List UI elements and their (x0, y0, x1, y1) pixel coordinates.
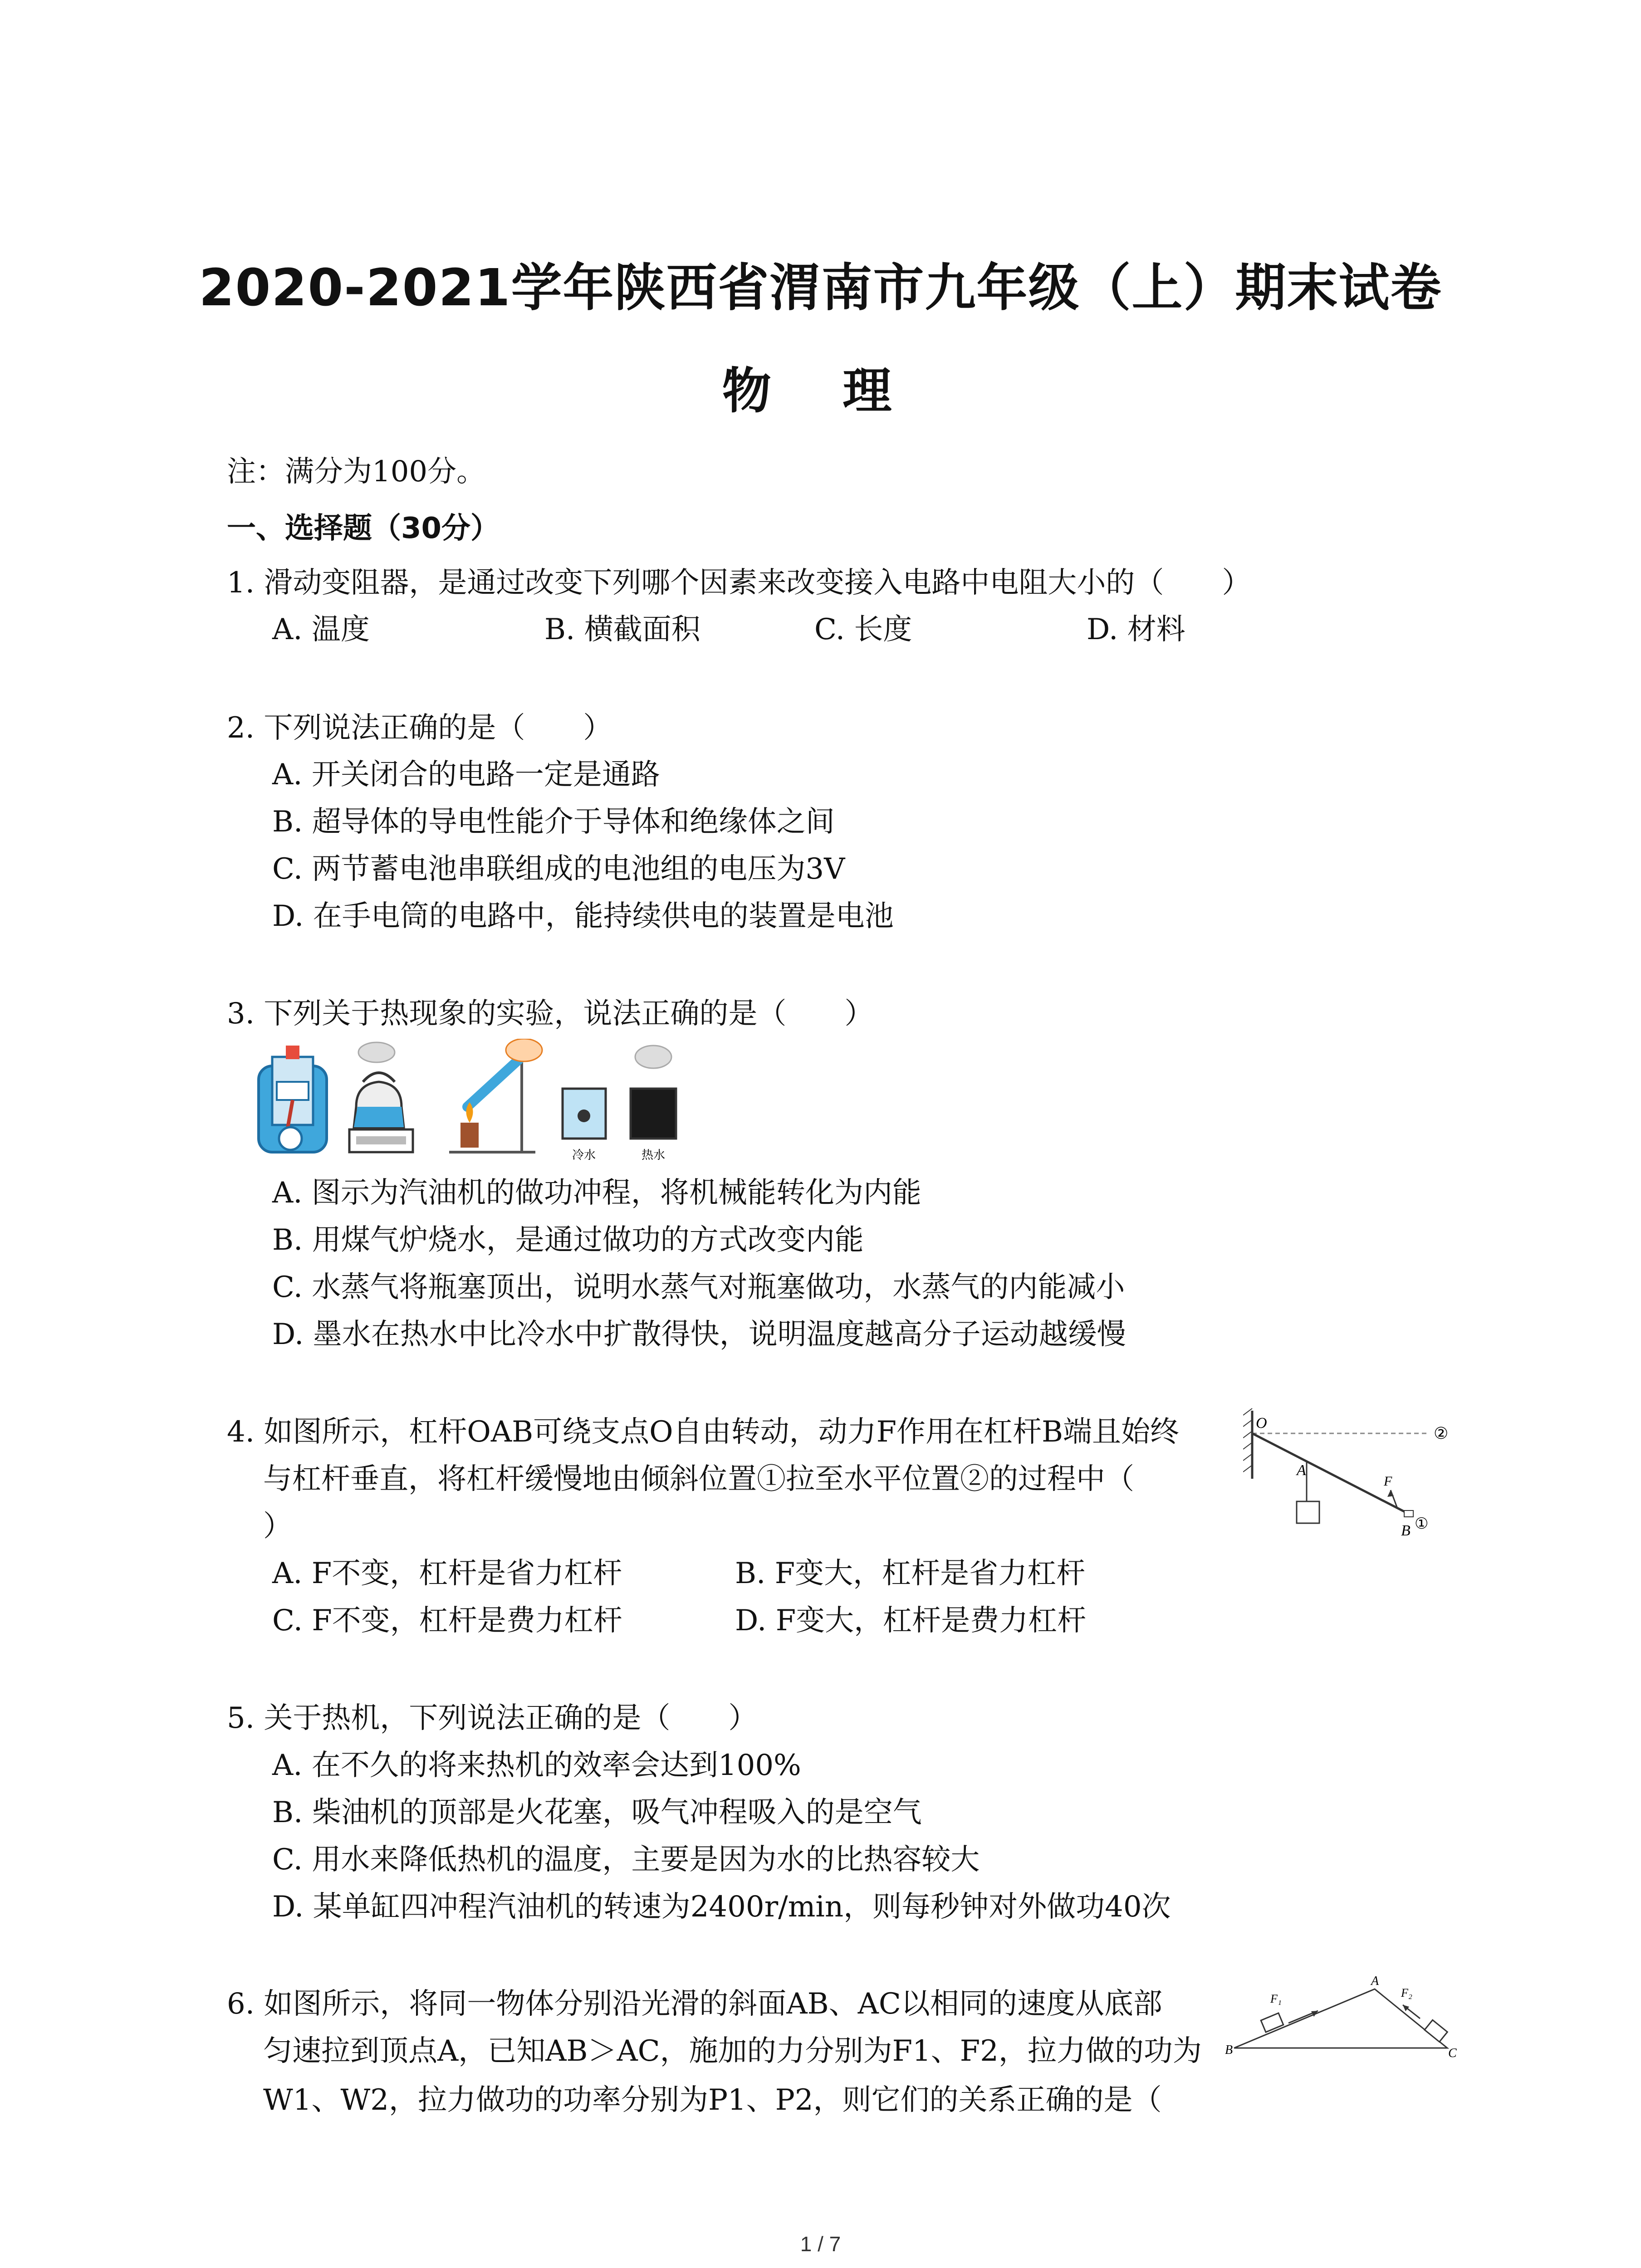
q4-lever-figure (1243, 1406, 1470, 1551)
incline-label-a: A (1371, 1974, 1379, 1988)
q5-option-a: A. 在不久的将来热机的效率会达到100% (272, 1749, 801, 1782)
kettle-icon (349, 1042, 413, 1152)
q5-option-b: B. 柴油机的顶部是火花塞，吸气冲程吸入的是空气 (272, 1796, 922, 1829)
lever-label-pos2: ② (1434, 1424, 1449, 1442)
q4-option-b: B. F变大，杠杆是省力杠杆 (735, 1557, 1086, 1590)
lever-label-o: O (1256, 1415, 1267, 1432)
question-3-stem: 3. 下列关于热现象的实验，说法正确的是（ ） (227, 997, 874, 1031)
q2-option-b: B. 超导体的导电性能介于导体和绝缘体之间 (272, 805, 835, 839)
q3-option-b: B. 用煤气炉烧水，是通过做功的方式改变内能 (272, 1223, 864, 1257)
incline-label-c: C (1448, 2046, 1457, 2060)
question-4-stem-line2: 与杠杆垂直，将杠杆缓慢地由倾斜位置①拉至水平位置②的过程中（ (263, 1462, 1134, 1496)
question-2-stem: 2. 下列说法正确的是（ ） (227, 711, 612, 745)
lever-label-f: F (1384, 1474, 1392, 1489)
section-heading: 一、选择题（30分） (227, 512, 500, 545)
lever-label-pos1: ① (1415, 1515, 1429, 1532)
cold-water-beaker-icon (563, 1089, 606, 1139)
q2-option-d: D. 在手电筒的电路中，能持续供电的装置是电池 (272, 899, 894, 933)
cold-water-label: 冷水 (572, 1149, 596, 1162)
q1-option-b: B. 横截面积 (544, 613, 700, 646)
hot-water-beaker-icon (631, 1046, 676, 1139)
test-tube-icon (449, 1039, 542, 1152)
question-4-stem-line3: ） (263, 1510, 292, 1543)
engine-icon (259, 1046, 327, 1152)
q4-option-a: A. F不变，杠杆是省力杠杆 (272, 1557, 622, 1590)
q5-option-c: C. 用水来降低热机的温度，主要是因为水的比热容较大 (272, 1843, 980, 1877)
question-6-stem-line3: W1、W2，拉力做功的功率分别为P1、P2，则它们的关系正确的是（ (263, 2083, 1162, 2117)
question-6-stem-line2: 匀速拉到顶点A，已知AB＞AC，施加的力分别为F1、F2，拉力做的功为 (263, 2034, 1202, 2068)
question-6-stem-line1: 6. 如图所示，将同一物体分别沿光滑的斜面AB、AC以相同的速度从底部 (227, 1987, 1162, 2021)
score-note: 注：满分为100分。 (227, 455, 486, 489)
lever-label-a: A (1297, 1462, 1306, 1479)
question-4-stem-line1: 4. 如图所示，杠杆OAB可绕支点O自由转动，动力F作用在杠杆B端且始终 (227, 1415, 1180, 1449)
q1-option-d: D. 材料 (1087, 613, 1185, 646)
incline-label-b: B (1225, 2043, 1233, 2057)
q5-option-d: D. 某单缸四冲程汽油机的转速为2400r/min，则每秒钟对外做功40次 (272, 1890, 1171, 1924)
question-5-stem: 5. 关于热机，下列说法正确的是（ ） (227, 1701, 758, 1735)
q2-option-c: C. 两节蓄电池串联组成的电池组的电压为3V (272, 852, 845, 886)
q1-option-c: C. 长度 (814, 613, 912, 646)
q2-option-a: A. 开关闭合的电路一定是通路 (272, 758, 660, 792)
page-number: 1 / 7 (800, 2232, 841, 2256)
page-subject: 物 理 (722, 363, 919, 420)
incline-label-f2: F₂ (1401, 1986, 1412, 1999)
q3-figure (254, 1039, 749, 1175)
q6-incline-figure (1225, 1973, 1461, 2064)
question-1-stem: 1. 滑动变阻器，是通过改变下列哪个因素来改变接入电路中电阻大小的（ ） (227, 566, 1251, 600)
q4-option-c: C. F不变，杠杆是费力杠杆 (272, 1604, 622, 1637)
q1-option-a: A. 温度 (272, 613, 370, 646)
lever-label-b: B (1401, 1522, 1411, 1539)
q3-option-a: A. 图示为汽油机的做功冲程，将机械能转化为内能 (272, 1176, 921, 1210)
q3-option-d: D. 墨水在热水中比冷水中扩散得快，说明温度越高分子运动越缓慢 (272, 1318, 1126, 1351)
q4-option-d: D. F变大，杠杆是费力杠杆 (735, 1604, 1087, 1637)
hot-water-label: 热水 (641, 1149, 666, 1162)
page-title: 2020-2021学年陕西省渭南市九年级（上）期末试卷 (199, 259, 1442, 318)
q3-option-c: C. 水蒸气将瓶塞顶出，说明水蒸气对瓶塞做功，水蒸气的内能减小 (272, 1271, 1125, 1304)
incline-label-f1: F₁ (1270, 1992, 1282, 2005)
